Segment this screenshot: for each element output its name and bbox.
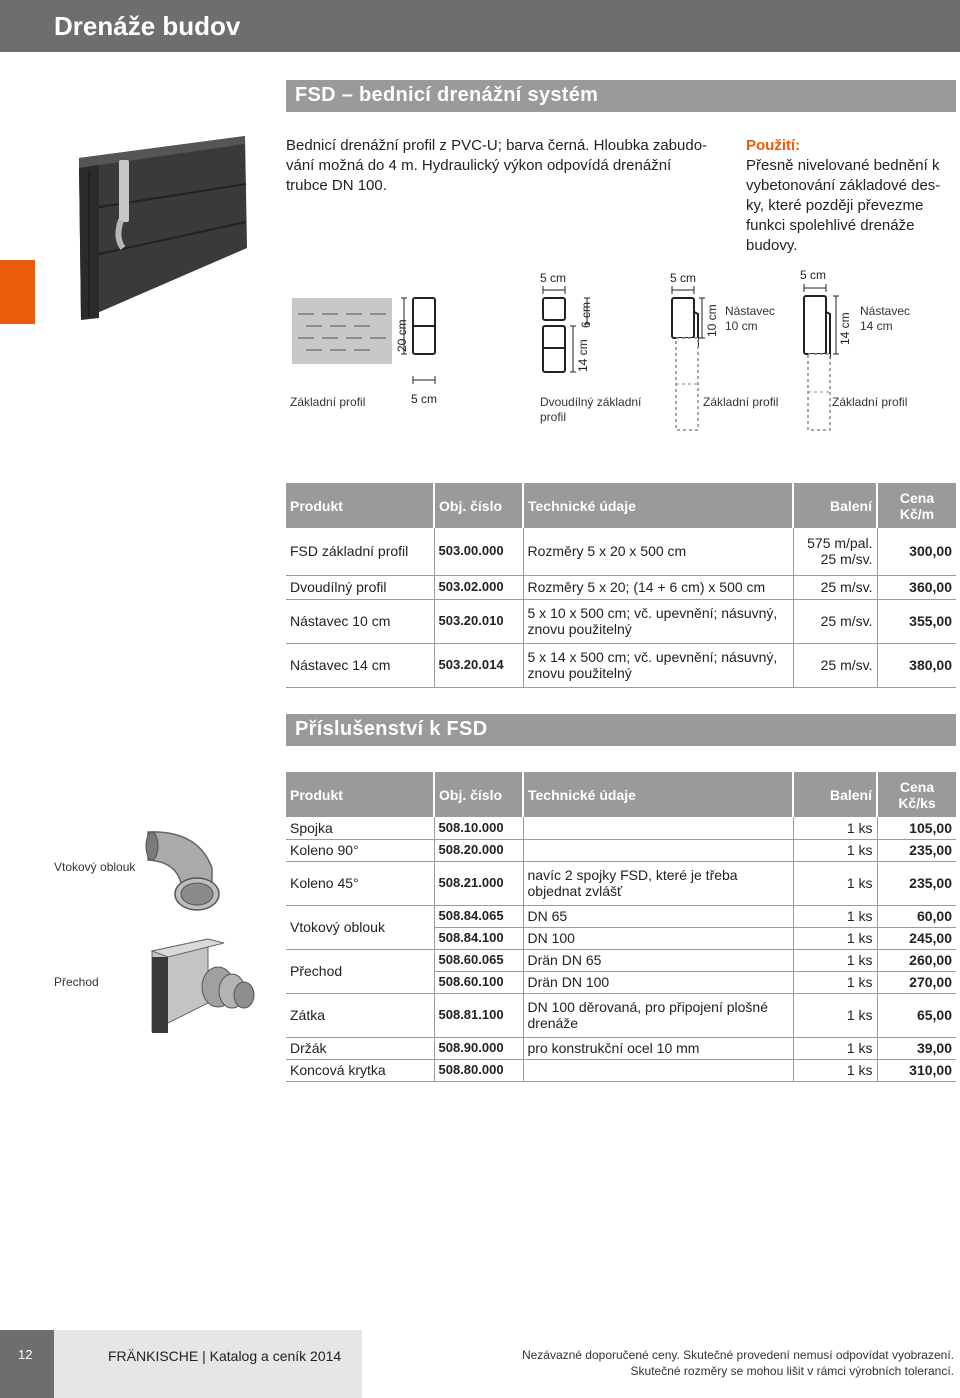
table-row	[286, 949, 956, 971]
fsd-product-table	[286, 483, 956, 688]
cell-tech	[523, 817, 793, 839]
cell-price: 105,00	[877, 817, 956, 839]
label-extension-14cm	[860, 304, 910, 334]
intro-text	[286, 136, 726, 196]
usage-line: vybetonování základové des-	[746, 177, 941, 194]
col-price	[877, 772, 956, 817]
cell-pack: 1 ks	[793, 861, 877, 905]
footer-disclaimer	[522, 1347, 954, 1379]
label-basic-profile-ext14: Základní profil	[832, 395, 908, 409]
table-row	[286, 817, 956, 839]
col-tech: Technické údaje	[523, 772, 793, 817]
price-label: Cena	[899, 489, 935, 506]
cell-pack	[793, 528, 877, 575]
cell-code: 508.21.000	[434, 861, 523, 905]
cell-code: 508.80.000	[434, 1059, 523, 1081]
inlet-bend-illustration	[140, 828, 260, 913]
table-row	[286, 643, 956, 687]
cell-product: Koncová krytka	[286, 1059, 434, 1081]
table-header-row	[286, 483, 956, 528]
tech-line: drenáže	[527, 1015, 579, 1031]
cell-tech: DN 65	[523, 905, 793, 927]
label-inlet-bend: Vtokový oblouk	[54, 860, 136, 874]
accessories-table	[286, 772, 956, 1082]
cell-tech: pro konstrukční ocel 10 mm	[523, 1037, 793, 1059]
table-row	[286, 993, 956, 1037]
cell-code: 508.84.065	[434, 905, 523, 927]
orange-side-tab	[0, 260, 35, 324]
section-bar-accessories	[286, 714, 956, 746]
cell-pack: 25 m/sv.	[793, 643, 877, 687]
usage-line: funkci spolehlivé drenáže	[746, 217, 915, 234]
cell-product: Spojka	[286, 817, 434, 839]
cell-price: 270,00	[877, 971, 956, 993]
cell-product: Zátka	[286, 993, 434, 1037]
cell-code: 508.81.100	[434, 993, 523, 1037]
cell-product: Nástavec 14 cm	[286, 643, 434, 687]
cell-product: Nástavec 10 cm	[286, 599, 434, 643]
label-two-part-profile	[540, 395, 641, 425]
table-row	[286, 599, 956, 643]
cell-price: 235,00	[877, 861, 956, 905]
cell-product: Přechod	[286, 949, 434, 993]
cell-code: 503.00.000	[434, 528, 523, 575]
cell-price: 380,00	[877, 643, 956, 687]
cell-price: 310,00	[877, 1059, 956, 1081]
cell-pack: 1 ks	[793, 1037, 877, 1059]
cell-code: 503.02.000	[434, 575, 523, 599]
intro-line: trubce DN 100.	[286, 177, 387, 194]
cell-pack: 1 ks	[793, 971, 877, 993]
col-product: Produkt	[286, 772, 434, 817]
label-line: profil	[540, 410, 567, 424]
cell-pack: 1 ks	[793, 905, 877, 927]
cell-code: 508.10.000	[434, 817, 523, 839]
tech-line: navíc 2 spojky FSD, které je třeba	[527, 867, 738, 883]
cell-product: Vtokový oblouk	[286, 905, 434, 949]
usage-heading: Použití:	[746, 137, 801, 154]
cell-pack: 1 ks	[793, 993, 877, 1037]
tech-line: objednat zvlášť	[527, 883, 623, 899]
label-line: Dvoudílný základní	[540, 395, 642, 409]
label-basic-profile-ext10: Základní profil	[703, 395, 779, 409]
col-pack: Balení	[793, 772, 877, 817]
dim-5cm-basic: 5 cm	[411, 392, 438, 406]
label-line: 10 cm	[725, 319, 758, 333]
cell-price: 355,00	[877, 599, 956, 643]
cell-pack: 25 m/sv.	[793, 599, 877, 643]
diagram-basic-profile	[292, 292, 442, 392]
tech-line: DN 100 děrovaná, pro připojení plošné	[527, 999, 768, 1015]
brand-text: FRÄNKISCHE | Katalog a ceník 2014	[108, 1348, 342, 1364]
dim-5cm-two-part: 5 cm	[540, 271, 567, 285]
cell-code: 508.20.000	[434, 839, 523, 861]
cell-pack: 1 ks	[793, 817, 877, 839]
fsd-profile-photo	[75, 130, 250, 325]
pack-line: 25 m/sv.	[820, 551, 873, 568]
label-transition: Přechod	[54, 975, 99, 989]
dim-5cm-ext14: 5 cm	[800, 268, 827, 282]
diagram-extension-14cm	[800, 282, 860, 434]
usage-text	[746, 136, 956, 256]
table-header-row	[286, 772, 956, 817]
table-row	[286, 839, 956, 861]
label-line: Nástavec	[725, 304, 776, 318]
cell-price: 65,00	[877, 993, 956, 1037]
usage-line: ky, které později převezme	[746, 197, 924, 214]
cell-tech	[523, 643, 793, 687]
cell-product: Koleno 45°	[286, 861, 434, 905]
dim-6cm: 6 cm	[579, 301, 593, 328]
page-title: Drenáže budov	[54, 11, 241, 41]
dim-20cm: 20 cm	[395, 319, 409, 352]
cell-pack: 1 ks	[793, 949, 877, 971]
transition-illustration	[150, 935, 260, 1035]
diagram-extension-10cm	[668, 284, 728, 434]
intro-line: Bednicí drenážní profil z PVC-U; barva černá. Hloubka zabudo-	[286, 137, 708, 154]
table-row	[286, 1059, 956, 1081]
col-price	[877, 483, 956, 528]
cell-tech: Rozměry 5 x 20 x 500 cm	[523, 528, 793, 575]
page-header	[0, 0, 960, 52]
cell-price: 60,00	[877, 905, 956, 927]
cell-tech	[523, 993, 793, 1037]
col-code: Obj. číslo	[434, 772, 523, 817]
cell-product: Držák	[286, 1037, 434, 1059]
price-unit: Kč/ks	[898, 794, 936, 811]
cell-price: 235,00	[877, 839, 956, 861]
usage-line: budovy.	[746, 237, 798, 254]
label-line: 14 cm	[860, 319, 893, 333]
disclaimer-line: Skutečné rozměry se mohou lišit v rámci výrobních tolerancí.	[630, 1364, 954, 1378]
footer-brand	[54, 1330, 362, 1398]
cell-code: 508.84.100	[434, 927, 523, 949]
disclaimer-line: Nezávazné doporučené ceny. Skutečné provedení nemusí odpovídat vyobrazení.	[521, 1348, 954, 1362]
cell-tech	[523, 839, 793, 861]
tech-line: 5 x 14 x 500 cm; vč. upevnění; násuvný,	[527, 649, 778, 665]
tech-line: znovu použitelný	[527, 665, 632, 681]
section-title-fsd: FSD – bednicí drenážní systém	[295, 84, 599, 106]
col-product: Produkt	[286, 483, 434, 528]
label-extension-10cm	[725, 304, 775, 334]
cell-tech: Drän DN 65	[523, 949, 793, 971]
cell-product: FSD základní profil	[286, 528, 434, 575]
footer-page-number	[0, 1330, 54, 1398]
cell-tech: Drän DN 100	[523, 971, 793, 993]
cell-pack: 1 ks	[793, 927, 877, 949]
pack-line: 575 m/pal.	[807, 535, 873, 552]
col-tech: Technické údaje	[523, 483, 793, 528]
dim-14cm-ext14: 14 cm	[838, 312, 852, 345]
table-row	[286, 905, 956, 927]
cell-tech	[523, 599, 793, 643]
cell-code: 508.60.065	[434, 949, 523, 971]
col-code: Obj. číslo	[434, 483, 523, 528]
usage-line: Přesně nivelované bednění k	[746, 157, 940, 174]
cell-price: 245,00	[877, 927, 956, 949]
cell-tech	[523, 861, 793, 905]
tech-line: 5 x 10 x 500 cm; vč. upevnění; násuvný,	[527, 605, 778, 621]
cell-code: 508.90.000	[434, 1037, 523, 1059]
cell-tech: Rozměry 5 x 20; (14 + 6 cm) x 500 cm	[523, 575, 793, 599]
cell-price: 300,00	[877, 528, 956, 575]
cell-tech: DN 100	[523, 927, 793, 949]
page-number: 12	[18, 1347, 33, 1362]
col-pack: Balení	[793, 483, 877, 528]
cell-code: 503.20.010	[434, 599, 523, 643]
cell-pack: 1 ks	[793, 839, 877, 861]
cell-price: 360,00	[877, 575, 956, 599]
section-title-accessories: Příslušenství k FSD	[295, 718, 488, 740]
cell-product: Koleno 90°	[286, 839, 434, 861]
cell-pack: 1 ks	[793, 1059, 877, 1081]
section-bar-fsd	[286, 80, 956, 112]
price-label: Cena	[899, 778, 935, 795]
table-row	[286, 861, 956, 905]
dim-10cm: 10 cm	[705, 304, 719, 337]
cell-pack: 25 m/sv.	[793, 575, 877, 599]
cell-code: 503.20.014	[434, 643, 523, 687]
intro-line: vání možná do 4 m. Hydraulický výkon odpovídá drenážní	[286, 157, 672, 174]
cell-code: 508.60.100	[434, 971, 523, 993]
tech-line: znovu použitelný	[527, 621, 632, 637]
dim-5cm-ext10: 5 cm	[670, 271, 697, 285]
cell-tech	[523, 1059, 793, 1081]
cell-price: 260,00	[877, 949, 956, 971]
table-row	[286, 1037, 956, 1059]
label-line: Nástavec	[860, 304, 911, 318]
table-row	[286, 528, 956, 575]
dim-14cm-two-part: 14 cm	[576, 339, 590, 372]
cell-price: 39,00	[877, 1037, 956, 1059]
price-unit: Kč/m	[899, 505, 935, 522]
label-basic-profile: Základní profil	[290, 395, 366, 409]
table-row	[286, 575, 956, 599]
cell-product: Dvoudílný profil	[286, 575, 434, 599]
